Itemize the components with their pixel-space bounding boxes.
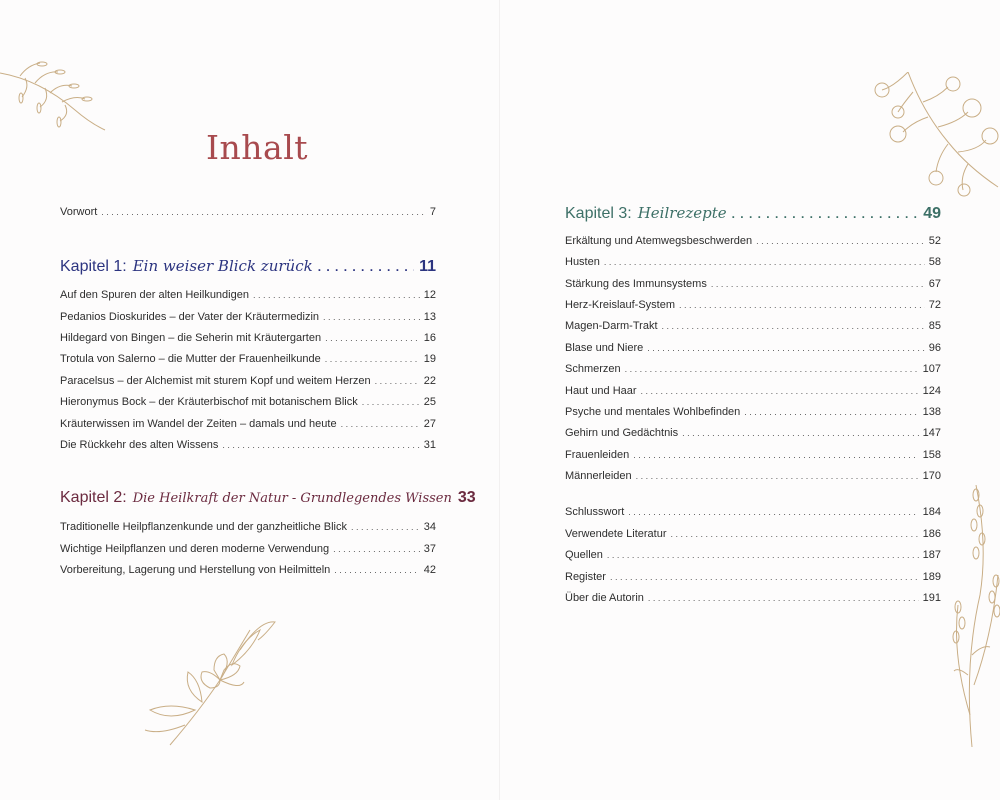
toc-entry[interactable] [60,375,436,387]
toc-page-number: 187 [922,549,941,561]
toc-page-number: 186 [922,528,941,540]
toc-page-number: 13 [423,311,436,323]
dot-leader [253,290,420,300]
chapter-title: Ein weiser Blick zurück [132,257,313,275]
toc-entry-label: Wichtige Heilpflanzen und deren moderne Verwendung [60,543,330,555]
toc-entry-label: Traditionelle Heilpflanzenkunde und der ganzheitliche Blick [60,521,347,533]
toc-entry-label: Register [565,571,606,583]
toc-entry[interactable] [565,449,941,461]
toc-page-number: 12 [423,289,436,301]
toc-page-number: 42 [423,564,436,576]
dot-leader [732,207,919,221]
toc-page-number: 138 [922,406,941,418]
toc-entry-label: Psyche und mentales Wohlbefinden [565,406,741,418]
toc-entry[interactable] [565,427,941,439]
dot-leader [325,333,420,343]
dot-leader [341,419,420,429]
toc-entry[interactable] [60,353,436,365]
dot-leader [711,279,925,289]
dot-leader [636,471,919,481]
dot-leader [628,507,918,517]
toc-page-number: 124 [922,385,941,397]
toc-entry[interactable] [565,363,941,375]
toc-page-number: 72 [928,299,941,311]
toc-entry[interactable] [565,385,941,397]
toc-entry-label: Blase und Niere [565,342,644,354]
toc-entry[interactable] [565,299,941,311]
dot-leader [679,300,925,310]
toc-entry-label: Hildegard von Bingen – die Seherin mit Kräutergarten [60,332,322,344]
chapter-3-heading[interactable] [565,204,941,223]
dot-leader [362,397,420,407]
toc-entry-label: Quellen [565,549,603,561]
toc-page-number: 184 [922,506,941,518]
dot-leader [323,312,420,322]
dot-leader [633,450,918,460]
toc-entry[interactable] [60,289,436,301]
toc-entry[interactable] [565,235,941,247]
toc-entry-label: Vorwort [60,206,98,218]
page-title: Inhalt [206,128,309,167]
chapter-page-number: 11 [419,258,436,275]
dot-leader [625,364,919,374]
toc-page-number: 7 [429,206,436,218]
toc-entry-backmatter[interactable] [565,506,941,518]
toc-entry-label: Die Rückkehr des alten Wissens [60,439,219,451]
toc-page-number: 147 [922,427,941,439]
toc-page-number: 19 [423,353,436,365]
toc-page-number: 31 [423,439,436,451]
toc-page-number: 85 [928,320,941,332]
toc-entry[interactable] [60,396,436,408]
toc-entry-label: Herz-Kreislauf-System [565,299,676,311]
dot-leader [318,260,414,274]
toc-entry-label: Schlusswort [565,506,625,518]
dot-leader [604,257,925,267]
dot-leader [375,376,420,386]
toc-page-number: 58 [928,256,941,268]
toc-entry-label: Verwendete Literatur [565,528,667,540]
toc-page-number: 34 [423,521,436,533]
eucalyptus-branch-icon [868,72,1000,197]
chapter-title: Die Heilkraft der Natur - Grundlegendes Wissen [132,491,452,506]
dot-leader [101,207,426,217]
chapter-1-heading[interactable] [60,257,436,276]
dot-leader [351,522,420,532]
toc-entry-label: Schmerzen [565,363,621,375]
toc-entry[interactable] [565,256,941,268]
dot-leader [222,440,419,450]
chapter-title: Heilrezepte [637,204,727,222]
dot-leader [744,407,918,417]
toc-entry[interactable] [60,564,436,576]
toc-page-number: 52 [928,235,941,247]
toc-entry-label: Stärkung des Immunsystems [565,278,707,290]
toc-entry-label: Auf den Spuren der alten Heilkundigen [60,289,249,301]
dot-leader [756,236,925,246]
toc-entry[interactable] [565,406,941,418]
toc-page-number: 67 [928,278,941,290]
toc-entry-label: Vorbereitung, Lagerung und Herstellung von Heilmitteln [60,564,331,576]
toc-page-number: 191 [922,592,941,604]
dot-leader [610,572,919,582]
toc-page-number: 96 [928,342,941,354]
dot-leader [641,386,919,396]
toc-page-number: 25 [423,396,436,408]
dot-leader [325,354,420,364]
toc-entry[interactable] [60,311,436,323]
dot-leader [648,593,919,603]
toc-entry-backmatter[interactable] [565,528,941,540]
chapter-page-number: 33 [457,489,476,506]
toc-page-number: 16 [423,332,436,344]
toc-entry-label: Magen-Darm-Trakt [565,320,658,332]
toc-entry-label: Männerleiden [565,470,632,482]
toc-entry-label: Über die Autorin [565,592,644,604]
toc-entry-label: Hieronymus Bock – der Kräuterbischof mit botanischem Blick [60,396,358,408]
toc-entry[interactable] [60,543,436,555]
dot-leader [607,550,919,560]
lavender-stem-icon [952,485,1000,750]
dot-leader [662,321,925,331]
toc-entry[interactable] [565,320,941,332]
toc-page-number: 158 [922,449,941,461]
dot-leader [333,544,420,554]
toc-entry-backmatter[interactable] [565,592,941,604]
toc-entry[interactable] [60,521,436,533]
dot-leader [334,565,419,575]
right-page [500,0,1000,800]
dot-leader [682,428,919,438]
toc-entry-label: Kräuterwissen im Wandel der Zeiten – damals und heute [60,418,337,430]
toc-page-number: 170 [922,470,941,482]
flower-stem-icon [140,610,280,750]
toc-entry-label: Pedanios Dioskurides – der Vater der Kräutermedizin [60,311,320,323]
dot-leader [671,529,919,539]
chapter-page-number: 49 [923,205,941,222]
dot-leader [647,343,924,353]
toc-entry-label: Frauenleiden [565,449,630,461]
chapter-number: Kapitel 3: [565,205,632,222]
toc-entry[interactable] [60,332,436,344]
toc-page-number: 27 [423,418,436,430]
leaf-sprig-icon [0,55,110,135]
toc-entry[interactable] [565,470,941,482]
toc-entry-vorwort[interactable] [60,206,436,218]
toc-entry-label: Trotula von Salerno – die Mutter der Frauenheilkunde [60,353,321,365]
toc-page-number: 107 [922,363,941,375]
toc-entry-label: Erkältung und Atemwegsbeschwerden [565,235,753,247]
toc-entry-label: Gehirn und Gedächtnis [565,427,679,439]
toc-entry-label: Paracelsus – der Alchemist mit sturem Kopf und weitem Herzen [60,375,371,387]
chapter-number: Kapitel 1: [60,258,127,275]
toc-page-number: 37 [423,543,436,555]
chapter-number: Kapitel 2: [60,489,127,506]
toc-entry-label: Haut und Haar [565,385,637,397]
toc-page-number: 22 [423,375,436,387]
toc-entry[interactable] [565,278,941,290]
toc-entry[interactable] [565,342,941,354]
toc-page-number: 189 [922,571,941,583]
toc-entry-label: Husten [565,256,600,268]
toc-entry[interactable] [60,439,436,451]
toc-entry-backmatter[interactable] [565,571,941,583]
chapter-2-heading[interactable] [60,489,476,507]
toc-entry[interactable] [60,418,436,430]
toc-entry-backmatter[interactable] [565,549,941,561]
